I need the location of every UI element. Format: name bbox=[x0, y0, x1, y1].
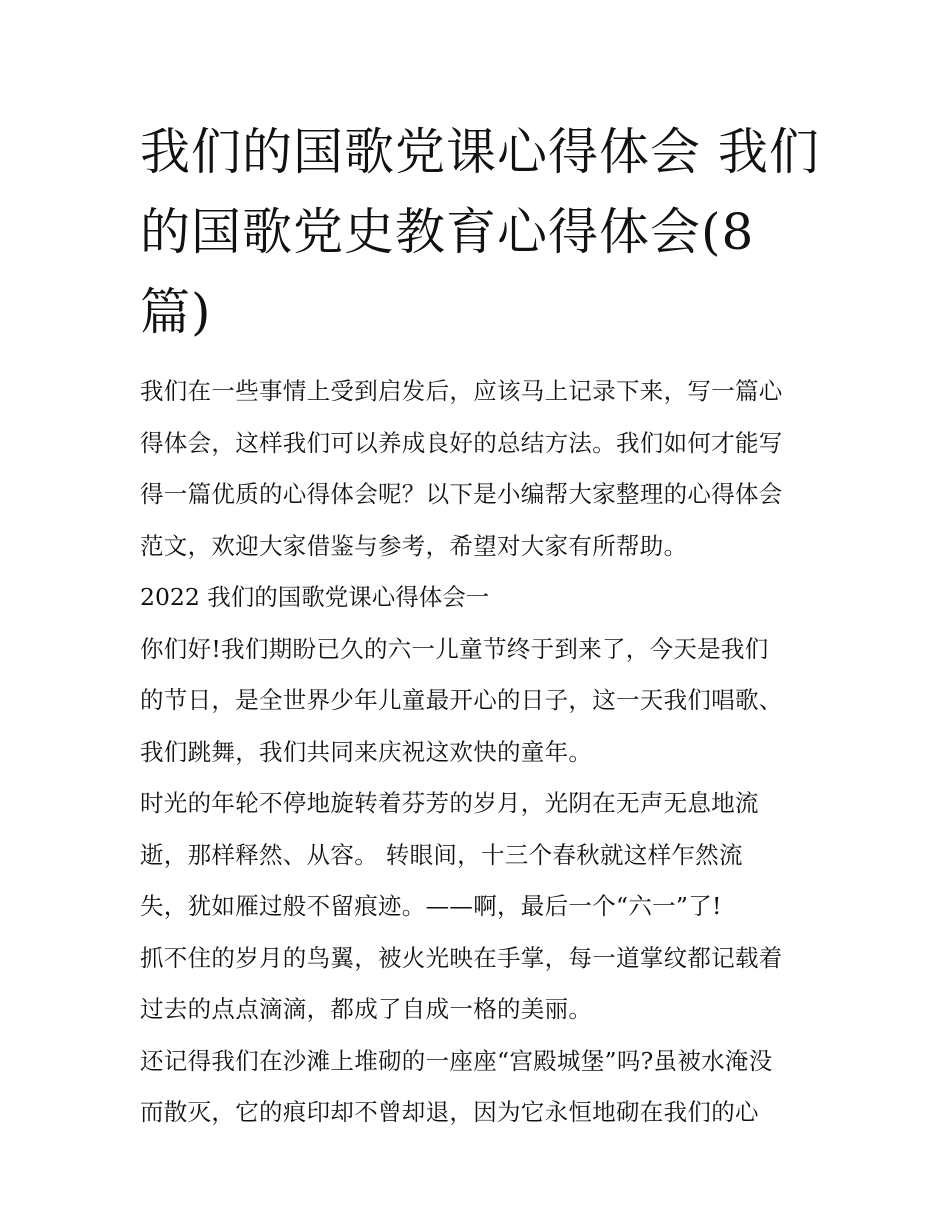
title-line: 篇) bbox=[140, 283, 212, 341]
section-heading: 2022 我们的国歌党课心得体会一 bbox=[140, 583, 490, 611]
text-line: 我们跳舞，我们共同来庆祝这欢快的童年。 bbox=[140, 737, 593, 766]
text-line: 而散灭，它的痕印却不曾却退，因为它永恒地砌在我们的心 bbox=[140, 1098, 759, 1126]
text-line: 还记得我们在沙滩上堆砌的一座座“宫殿城堡”吗?虽被水淹没 bbox=[140, 1046, 773, 1075]
title-line: 的国歌党史教育心得体会(8 bbox=[140, 203, 755, 261]
body-paragraph bbox=[140, 778, 820, 933]
text-line: 逝，那样释然、从容。 转眼间，十三个春秋就这样乍然流 bbox=[140, 840, 743, 869]
text-line: 过去的点点滴滴，都成了自成一格的美丽。 bbox=[140, 995, 593, 1023]
text-line: 的节日，是全世界少年儿童最开心的日子，这一天我们唱歌、 bbox=[140, 686, 783, 714]
text-line: 范文，欢迎大家借鉴与参考，希望对大家有所帮助。 bbox=[140, 531, 688, 560]
document-title bbox=[140, 112, 820, 352]
body-paragraph bbox=[140, 624, 820, 779]
text-line: 得一篇优质的心得体会呢？以下是小编帮大家整理的心得体会 bbox=[140, 480, 783, 508]
text-line: 抓不住的岁月的鸟翼，被火光映在手掌，每一道掌纹都记载着 bbox=[140, 943, 783, 972]
text-line: 我们在一些事情上受到启发后，应该马上记录下来，写一篇心 bbox=[140, 377, 783, 405]
text-line: 得体会，这样我们可以养成良好的总结方法。我们如何才能写 bbox=[140, 428, 783, 457]
text-line: 时光的年轮不停地旋转着芬芳的岁月，光阴在无声无息地流 bbox=[140, 789, 759, 817]
text-line: 你们好!我们期盼已久的六一儿童节终于到来了，今天是我们 bbox=[140, 634, 769, 663]
document-page bbox=[140, 112, 820, 1139]
title-line: 我们的国歌党课心得体会 我们 bbox=[140, 123, 820, 181]
body-paragraph bbox=[140, 1036, 820, 1139]
intro-paragraph bbox=[140, 366, 820, 572]
body-paragraph bbox=[140, 933, 820, 1036]
text-line: 失，犹如雁过般不留痕迹。——啊，最后一个“六一”了! bbox=[140, 892, 722, 920]
